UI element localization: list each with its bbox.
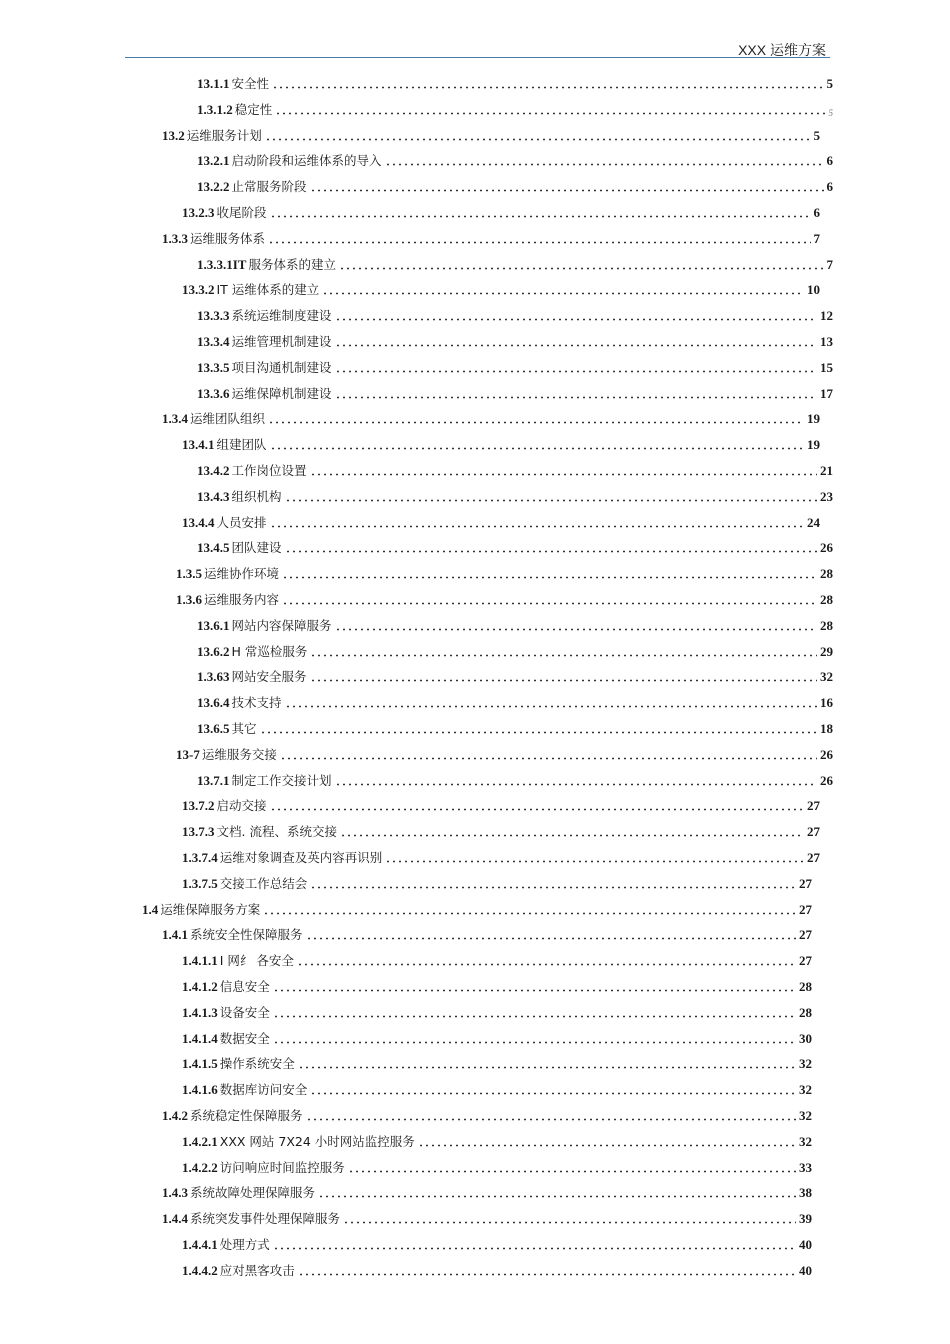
- toc-entry[interactable]: [197, 147, 833, 169]
- toc-entry[interactable]: [197, 715, 833, 737]
- toc-entry-title: 制定工作交接计划: [231, 772, 332, 788]
- toc-entry-number: 1.4.4.2: [182, 1262, 218, 1278]
- dot-leader: [335, 621, 817, 631]
- dot-leader: [339, 260, 824, 270]
- toc-entry-page: 30: [799, 1030, 812, 1046]
- toc-entry-number: 1.4.2.1: [182, 1133, 218, 1149]
- toc-entry-page: 27: [807, 850, 820, 865]
- toc-entry-page: 27: [799, 953, 812, 969]
- toc-entry-title: 文档. 流程、系统交接: [216, 824, 337, 840]
- dot-leader: [335, 363, 817, 373]
- toc-entry-page: 6: [826, 153, 833, 169]
- toc-entry-title: 网站安全服务: [231, 669, 307, 685]
- dot-leader: [310, 182, 824, 192]
- toc-entry-title: 处理方式: [219, 1237, 270, 1252]
- toc-entry-page: 26: [820, 746, 833, 762]
- dot-leader: [273, 1240, 796, 1250]
- toc-entry-number: 1.3.7.4: [182, 850, 218, 865]
- toc-entry-number: 13.4.1: [182, 437, 215, 453]
- dot-leader: [335, 389, 817, 399]
- toc-entry-title: XXX 网站 7X24 小时网站监控服务: [219, 1133, 415, 1149]
- toc-entry-number: 13-7: [176, 746, 200, 762]
- toc-entry-title: 运维保障服务方案: [160, 901, 261, 917]
- dot-leader: [265, 131, 811, 141]
- toc-entry-page: 26: [820, 772, 833, 788]
- toc-entry-title: 运维服务内容: [204, 592, 280, 607]
- dot-leader: [285, 543, 817, 553]
- toc-entry[interactable]: [197, 534, 833, 556]
- toc-entry-page: 19: [807, 411, 820, 427]
- toc-entry-page: 32: [799, 1108, 812, 1123]
- toc-entry-title: 收尾阶段: [216, 205, 267, 220]
- toc-entry[interactable]: [142, 896, 812, 918]
- toc-entry[interactable]: [162, 921, 812, 943]
- toc-entry-title: 系统故障处理保障服务: [190, 1185, 316, 1201]
- toc-entry-page: 28: [820, 592, 833, 607]
- toc-entry[interactable]: [182, 1076, 812, 1098]
- toc-entry-title: 运维服务体系: [190, 230, 266, 246]
- toc-entry-title: 系统安全性保障服务: [190, 927, 303, 943]
- toc-entry-number: 1.3.6: [176, 592, 202, 607]
- toc-entry[interactable]: [197, 96, 833, 118]
- toc-entry-page: 7: [826, 256, 833, 272]
- toc-entry-title: 启动阶段和运维体系的导入: [231, 153, 382, 169]
- toc-entry[interactable]: [162, 1102, 812, 1124]
- header-title: XXX 运维方案: [738, 42, 826, 58]
- toc-entry-title: 运维团队组织: [190, 411, 266, 427]
- toc-entry-title: 系统稳定性保障服务: [190, 1108, 303, 1123]
- toc-entry[interactable]: [197, 612, 833, 634]
- header-rule: [125, 57, 830, 58]
- toc-entry[interactable]: [197, 767, 833, 789]
- toc-entry-title: 组建团队: [216, 437, 267, 453]
- toc-entry-page: 19: [807, 437, 820, 453]
- toc-entry-number: 1.4: [142, 901, 159, 917]
- dot-leader: [306, 1111, 796, 1121]
- toc-entry-page: 28: [820, 566, 833, 582]
- toc-entry-number: 13.7.1: [197, 772, 230, 788]
- toc-entry-number: 13.6.1: [197, 617, 230, 633]
- toc-entry-number: 13.6.2: [197, 643, 230, 659]
- dot-leader: [270, 440, 804, 450]
- toc-entry-number: 1.4.2: [162, 1108, 188, 1123]
- toc-entry-page: 40: [799, 1237, 812, 1252]
- toc-entry-number: 13.4.3: [197, 488, 230, 504]
- dot-leader: [282, 595, 817, 605]
- toc-entry-title: 团队建设: [231, 540, 282, 556]
- toc-entry[interactable]: [182, 431, 820, 453]
- toc-entry-number: 13.4.2: [197, 463, 230, 478]
- toc-entry-page: 28: [799, 979, 812, 994]
- dot-leader: [318, 1188, 796, 1198]
- toc-entry-title: 启动交接: [216, 798, 267, 814]
- toc-entry-number: 13.7.3: [182, 824, 215, 840]
- toc-entry-title: 网站内容保障服务: [231, 617, 332, 633]
- toc-entry-number: 13.3.3: [197, 308, 230, 324]
- dot-leader: [273, 1034, 796, 1044]
- toc-entry-title: 人员安排: [216, 514, 267, 530]
- toc-entry-page: 32: [820, 669, 833, 685]
- toc-entry[interactable]: [182, 792, 820, 814]
- toc-entry-title: 工作岗位设置: [231, 463, 307, 478]
- toc-entry-number: 13.4.5: [197, 540, 230, 556]
- dot-leader: [270, 208, 811, 218]
- toc-entry-number: 1.4.4: [162, 1211, 188, 1227]
- toc-entry[interactable]: [162, 225, 820, 247]
- toc-entry-page: 32: [799, 1133, 812, 1149]
- toc-entry[interactable]: [182, 999, 812, 1021]
- toc-entry-page: 7: [813, 230, 820, 246]
- toc-entry-title: 项目沟通机制建设: [231, 359, 332, 375]
- toc-entry-title: 信息安全: [219, 979, 270, 994]
- toc-entry-page: 13: [820, 334, 833, 349]
- toc-entry-page: 12: [820, 308, 833, 324]
- toc-entry-number: 1.3.1.2: [197, 101, 233, 117]
- toc-entry-page: 32: [799, 1082, 812, 1098]
- dot-leader: [310, 1085, 796, 1095]
- toc-entry-number: 13.6.4: [197, 695, 230, 711]
- dot-leader: [385, 156, 824, 166]
- toc-entry[interactable]: [197, 354, 833, 376]
- toc-entry-page: 40: [799, 1262, 812, 1278]
- toc-entry-number: 13.3.6: [197, 385, 230, 401]
- toc-entry-page: 32: [799, 1056, 812, 1072]
- toc-entry[interactable]: [197, 173, 833, 195]
- toc-entry-number: 1.3.3.1IT: [197, 256, 247, 272]
- toc-entry-page: 27: [799, 875, 812, 891]
- toc-entry-title: 运维服务交接: [201, 746, 277, 762]
- toc-entry[interactable]: [197, 483, 833, 505]
- toc-entry-title: 交接工作总结会: [219, 875, 308, 891]
- toc-entry-number: 1.3.7.5: [182, 875, 218, 891]
- toc-entry[interactable]: [162, 1179, 812, 1201]
- toc-entry-page: 23: [820, 488, 833, 504]
- toc-entry-number: 1.4.2.2: [182, 1159, 218, 1175]
- toc-entry-number: 13.3.4: [197, 334, 230, 349]
- toc-entry-title: I 网纟 各安全: [219, 953, 294, 969]
- toc-entry-title: 止常服务阶段: [231, 179, 307, 195]
- dot-leader: [298, 1266, 796, 1276]
- toc-entry-page: 21: [820, 463, 833, 478]
- toc-entry[interactable]: [162, 405, 820, 427]
- toc-entry-title: 运维保障机制建设: [231, 385, 332, 401]
- toc-entry-page: 38: [799, 1185, 812, 1201]
- toc-entry-page: 5: [828, 107, 833, 118]
- dot-leader: [298, 1059, 796, 1069]
- toc-entry[interactable]: [197, 70, 833, 92]
- dot-leader: [343, 1214, 796, 1224]
- toc-entry[interactable]: [182, 509, 820, 531]
- toc-entry-number: 1.3.5: [176, 566, 202, 582]
- toc-entry[interactable]: [197, 328, 833, 350]
- dot-leader: [260, 724, 817, 734]
- toc-entry-page: 33: [799, 1159, 812, 1175]
- toc-entry-number: 13.3.5: [197, 359, 230, 375]
- dot-leader: [348, 1163, 796, 1173]
- toc-entry-number: 1.3.63: [197, 669, 230, 685]
- toc-entry[interactable]: [182, 199, 820, 221]
- dot-leader: [273, 1008, 796, 1018]
- toc-entry-page: 6: [813, 205, 820, 220]
- toc-entry-page: 27: [807, 824, 820, 840]
- toc-entry-number: 1.4.1.4: [182, 1030, 218, 1046]
- toc-entry-page: 18: [820, 721, 833, 736]
- toc-entry[interactable]: [182, 1231, 812, 1253]
- toc-entry[interactable]: [197, 251, 833, 273]
- toc-entry-page: 27: [807, 798, 820, 814]
- toc-entry-page: 28: [799, 1004, 812, 1020]
- toc-entry-title: 系统运维制度建设: [231, 308, 332, 324]
- toc-entry[interactable]: [182, 1025, 812, 1047]
- dot-leader: [310, 647, 817, 657]
- dot-leader: [272, 79, 823, 89]
- toc-entry-page: 28: [820, 617, 833, 633]
- toc-entry[interactable]: [176, 741, 833, 763]
- toc-entry-title: 运维协作环境: [204, 566, 280, 582]
- toc-entry[interactable]: [197, 663, 833, 685]
- dot-leader: [280, 750, 817, 760]
- toc-entry-page: 27: [799, 927, 812, 943]
- toc-entry[interactable]: [182, 818, 820, 840]
- toc-entry-number: 13.7.2: [182, 798, 215, 814]
- toc-entry-title: 组织机构: [231, 488, 282, 504]
- toc-entry[interactable]: [176, 586, 833, 608]
- toc-entry[interactable]: [176, 560, 833, 582]
- toc-entry-number: 13.6.5: [197, 721, 230, 736]
- toc-entry[interactable]: [182, 1257, 812, 1279]
- toc-entry-page: 27: [799, 901, 812, 917]
- toc-entry-title: 应对黑客攻击: [219, 1262, 295, 1278]
- dot-leader: [263, 905, 796, 915]
- toc-entry[interactable]: [182, 947, 812, 969]
- dot-leader: [268, 414, 804, 424]
- dot-leader: [335, 337, 817, 347]
- toc-entry-title: 服务体系的建立: [248, 256, 336, 272]
- toc-entry-title: 数据库访问安全: [219, 1082, 308, 1098]
- toc-entry[interactable]: [197, 302, 833, 324]
- toc-entry-number: 1.4.1.5: [182, 1056, 218, 1072]
- toc-entry-title: 设备安全: [219, 1004, 270, 1020]
- toc-entry-number: 1.4.4.1: [182, 1237, 218, 1252]
- toc-entry-number: 1.4.3: [162, 1185, 188, 1201]
- toc-entry-title: 系统突发事件处理保障服务: [190, 1211, 341, 1227]
- toc-entry-page: 10: [807, 282, 820, 298]
- toc-entry-number: 1.4.1: [162, 927, 188, 943]
- toc-entry-title: 运维管理机制建设: [231, 334, 332, 349]
- toc-entry-title: 安全性: [231, 76, 270, 91]
- toc-entry-title: 稳定性: [234, 101, 273, 117]
- toc-entry-page: 6: [826, 179, 833, 195]
- dot-leader: [273, 982, 796, 992]
- toc-entry-page: 17: [820, 385, 833, 401]
- toc-entry[interactable]: [197, 457, 833, 479]
- toc-entry-number: 1.4.1.1: [182, 953, 218, 969]
- toc-entry-title: 访问响应时间监控服务: [219, 1159, 345, 1175]
- toc-entry-number: 1.3.4: [162, 411, 188, 427]
- dot-leader: [285, 492, 817, 502]
- toc-entry-number: 1.3.3: [162, 230, 188, 246]
- toc-entry-number: 13.3.2: [182, 282, 215, 298]
- toc-entry-title: IT 运维体系的建立: [216, 282, 320, 298]
- toc-entry-title: H 常巡检服务: [231, 643, 308, 659]
- toc-entry-number: 13.4.4: [182, 514, 215, 530]
- toc-entry-title: 运维服务计划: [186, 127, 262, 143]
- toc-entry-number: 13.2.2: [197, 179, 230, 195]
- dot-leader: [310, 879, 796, 889]
- page-header: [125, 36, 830, 58]
- toc-entry-page: 39: [799, 1211, 812, 1227]
- toc-entry-number: 1.4.1.6: [182, 1082, 218, 1098]
- toc-entry[interactable]: [162, 122, 820, 144]
- toc-entry[interactable]: [182, 870, 812, 892]
- toc-entry-page: 16: [820, 695, 833, 711]
- toc-entry-title: 数据安全: [219, 1030, 270, 1046]
- toc-entry-page: 29: [820, 643, 833, 659]
- toc-entry-number: 13.2.1: [197, 153, 230, 169]
- dot-leader: [306, 930, 796, 940]
- toc-entry-number: 1.4.1.3: [182, 1004, 218, 1020]
- dot-leader: [268, 234, 810, 244]
- dot-leader: [335, 311, 817, 321]
- dot-leader: [322, 285, 804, 295]
- dot-leader: [270, 518, 804, 528]
- dot-leader: [335, 776, 817, 786]
- dot-leader: [270, 801, 804, 811]
- toc-entry-page: 15: [820, 359, 833, 375]
- toc-entry-page: 5: [826, 76, 833, 91]
- dot-leader: [282, 569, 817, 579]
- toc-entry-title: 其它: [231, 721, 257, 736]
- toc-entry[interactable]: [197, 689, 833, 711]
- toc-entry-page: 24: [807, 514, 820, 530]
- toc-entry[interactable]: [162, 1205, 812, 1227]
- toc-entry-title: 技术支持: [231, 695, 282, 711]
- toc-entry[interactable]: [197, 380, 833, 402]
- dot-leader: [340, 827, 804, 837]
- dot-leader: [385, 853, 804, 863]
- toc-entry-number: 1.4.1.2: [182, 979, 218, 994]
- toc-entry[interactable]: [182, 973, 812, 995]
- dot-leader: [285, 698, 817, 708]
- dot-leader: [310, 672, 817, 682]
- toc-entry-page: 5: [813, 127, 820, 143]
- dot-leader: [275, 105, 825, 115]
- toc-entry[interactable]: [182, 844, 820, 866]
- dot-leader: [418, 1137, 796, 1147]
- toc-entry-number: 13.2: [162, 127, 185, 143]
- toc-entry[interactable]: [182, 1128, 812, 1150]
- toc-entry-number: 13.1.1: [197, 76, 230, 91]
- dot-leader: [297, 956, 796, 966]
- dot-leader: [310, 466, 817, 476]
- toc-entry[interactable]: [182, 1050, 812, 1072]
- toc-entry-page: 26: [820, 540, 833, 556]
- toc-entry-number: 13.2.3: [182, 205, 215, 220]
- toc-entry[interactable]: [182, 1154, 812, 1176]
- toc-entry-title: 运维对象调查及英内容再识别: [219, 850, 383, 865]
- toc-entry-title: 操作系统安全: [219, 1056, 295, 1072]
- toc-entry[interactable]: [197, 638, 833, 660]
- toc-entry[interactable]: [182, 276, 820, 298]
